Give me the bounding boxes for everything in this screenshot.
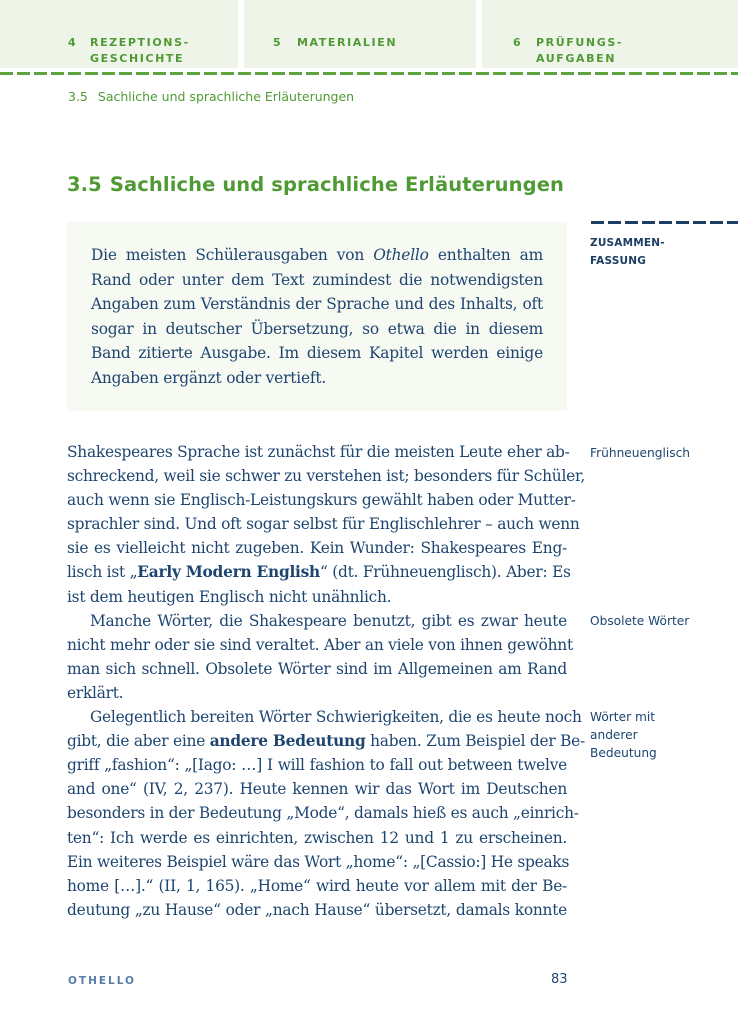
chapter-title-text: Sachliche und sprachliche Erläuterungen <box>109 173 565 196</box>
text-line: deutung „zu Hause“ oder „nach Hause“ übersetzt, damals konnte <box>67 900 567 919</box>
footer-book-title: OTHELLO <box>68 975 136 987</box>
summary-box <box>67 222 567 411</box>
text-part: gibt, die aber eine <box>67 732 210 751</box>
page-number: 83 <box>551 972 568 987</box>
text-line: and one“ (IV, 2, 237). Heute kennen wir das Wort im Deutschen <box>67 780 567 799</box>
text-line: schreckend, weil sie schwer zu verstehen ist; besonders für Schüler, <box>67 467 586 486</box>
text-part: lisch ist „ <box>67 563 138 582</box>
text-line: ten“: Ich werde es einrichten, zwischen 12 und 1 zu erscheinen. <box>67 828 567 847</box>
margin-note-line: anderer <box>590 728 638 742</box>
paragraph-2 <box>67 609 573 705</box>
tab-label <box>90 35 190 67</box>
summary-text-part: Die meisten Schülerausgaben von <box>91 246 374 264</box>
keyword-early-modern-english: Early Modern English <box>137 563 320 582</box>
text-line <box>67 729 585 753</box>
text-line: besonders in der Bedeutung „Mode“, damals hieß es auch „einrich- <box>67 804 579 823</box>
summary-italic-title: Othello <box>373 246 429 264</box>
text-line: Gelegentlich bereiten Wörter Schwierigkeiten, die es heute noch <box>90 708 582 727</box>
tab-label-line2: GESCHICHTE <box>90 52 185 65</box>
text-line: home […].“ (II, 1, 165). „Home“ wird heute vor allem mit der Be- <box>67 876 567 895</box>
text-line <box>67 560 571 584</box>
margin-note-fruehneuenglisch <box>590 444 690 462</box>
text-line: Manche Wörter, die Shakespeare benutzt, gibt es zwar heute <box>90 611 567 630</box>
body-text <box>67 440 586 922</box>
text-line: sie es vielleicht nicht zugeben. Kein Wunder: Shakespeares Eng- <box>67 539 567 558</box>
breadcrumb-number: 3.5 <box>68 89 88 104</box>
sidebar-dashed-divider <box>591 221 738 224</box>
header-dashed-divider <box>0 72 738 75</box>
tab-label-line2: AUFGABEN <box>536 52 617 65</box>
summary-text-part: enthalten am Rand oder unter dem Text zumindest die notwendigsten Angaben zum Verständnis der Sprache und des Inhalts, oft sogar in deutscher Übersetzung, so etwa die in diesem Band zitierte Ausgabe. Im diesem Kapitel werden einige Angaben ergänzt oder vertieft. <box>91 246 543 387</box>
page-title <box>67 173 564 196</box>
text-line: auch wenn sie Englisch-Leistungskurs gewählt haben oder Mutter- <box>67 491 576 510</box>
tab-label-line1: REZEPTIONS- <box>90 36 190 49</box>
margin-note-line: Wörter mit <box>590 710 656 724</box>
text-line: Shakespeares Sprache ist zunächst für die meisten Leute eher ab- <box>67 443 570 461</box>
text-line: nicht mehr oder sie sind veraltet. Aber an viele von ihnen gewöhnt <box>67 635 573 654</box>
paragraph-1 <box>67 440 586 609</box>
text-line: Ein weiteres Beispiel wäre das Wort „home“: „[Cassio:] He speaks <box>67 852 570 871</box>
text-line: griff „fashion“: „[Iago: …] I will fashion to fall out between twelve <box>67 756 567 775</box>
margin-note-obsolete-woerter <box>590 612 689 630</box>
tab-label-line1: MATERIALIEN <box>297 36 398 49</box>
chapter-number: 3.5 <box>67 173 102 196</box>
margin-note-andere-bedeutung <box>590 708 657 762</box>
tab-materialien[interactable] <box>244 0 476 68</box>
tab-label <box>297 35 397 51</box>
keyword-andere-bedeutung: andere Bedeutung <box>209 732 366 751</box>
text-part: haben. Zum Beispiel der Be- <box>365 732 585 751</box>
tab-label <box>536 35 623 67</box>
margin-note-line: Frühneuenglisch <box>590 446 691 460</box>
sidebar-summary-label <box>590 234 665 270</box>
paragraph-3 <box>67 705 585 922</box>
text-line: erklärt. <box>67 683 124 702</box>
margin-note-line: Bedeutung <box>590 746 657 760</box>
margin-note-line: Obsolete Wörter <box>590 614 690 628</box>
text-line: sprachler sind. Und oft sogar selbst für Englischlehrer – auch wenn <box>67 515 580 534</box>
text-part: “ (dt. Frühneuenglisch). Aber: Es <box>320 563 571 582</box>
sidebar-label-line2: FASSUNG <box>590 255 647 267</box>
tab-number: 6 <box>513 36 523 49</box>
text-line: man sich schnell. Obsolete Wörter sind im Allgemeinen am Rand <box>67 659 567 678</box>
tab-pruefungsaufgaben[interactable] <box>482 0 738 68</box>
breadcrumb-title: Sachliche und sprachliche Erläuterungen <box>97 89 355 104</box>
tab-number: 4 <box>68 36 78 49</box>
tab-number: 5 <box>273 36 283 49</box>
tab-rezeptionsgeschichte[interactable] <box>0 0 238 68</box>
tab-label-line1: PRÜFUNGS- <box>536 36 624 49</box>
text-line: ist dem heutigen Englisch nicht unähnlich. <box>67 587 392 606</box>
sidebar-label-line1: ZUSAMMEN- <box>590 237 665 249</box>
breadcrumb <box>68 89 354 104</box>
summary-text <box>91 243 543 390</box>
